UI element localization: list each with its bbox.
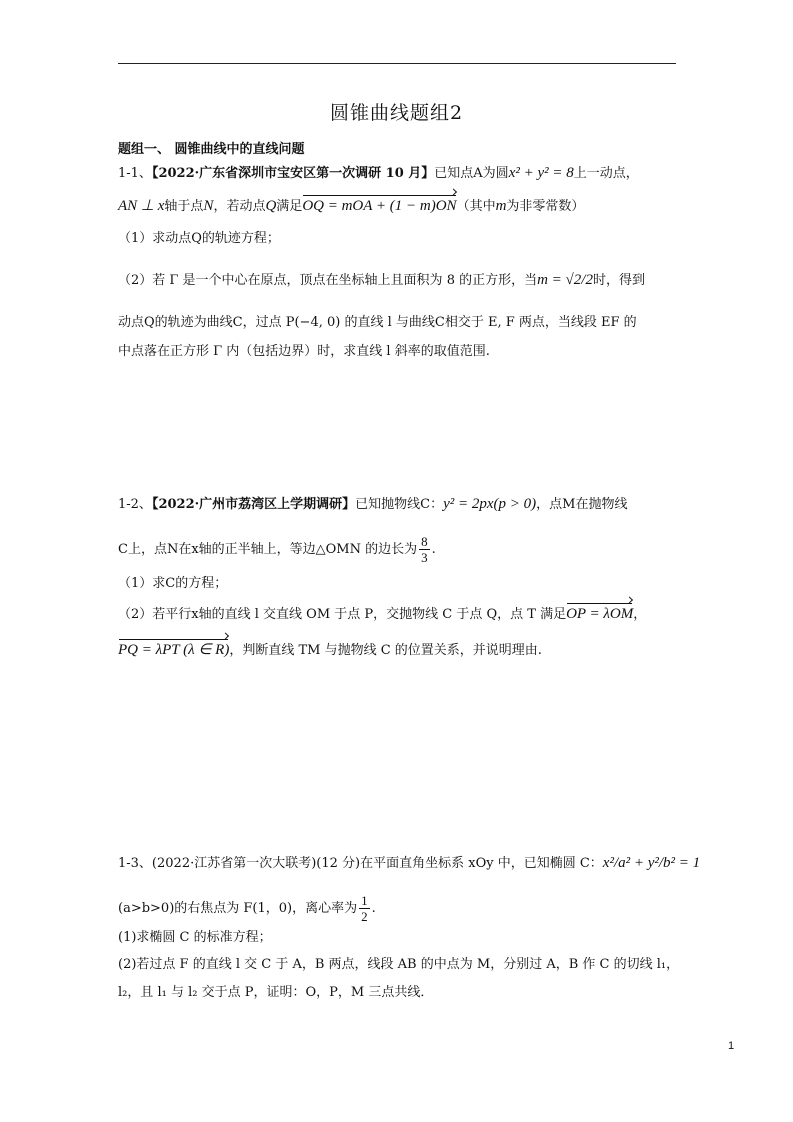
problem-number: 1-1、	[118, 166, 152, 181]
page-title: 圆锥曲线题组2	[329, 102, 464, 124]
text: .	[431, 542, 436, 557]
ellipse-equation: x²/a² + y²/b² = 1	[602, 855, 701, 871]
fraction-numerator: 8	[421, 534, 428, 549]
m-value: m = √2/2	[537, 272, 593, 288]
vector-pq-equation: PQ = λPT (λ ∈ R)	[118, 642, 230, 658]
problem-1-2-part2	[118, 604, 646, 625]
text: 已知抛物线C：	[355, 497, 444, 512]
text: （其中	[456, 199, 496, 214]
eccentricity-fraction	[359, 893, 370, 924]
problem-1-1-line2	[118, 196, 584, 217]
problem-1-2-line1	[118, 494, 627, 515]
text: (a>b>0)的右焦点为 F(1，0)，离心率为	[118, 901, 358, 916]
problem-source: 【2022·广州市荔湾区上学期调研】	[151, 497, 356, 512]
side-length-fraction	[419, 534, 430, 565]
problem-1-1-part2	[118, 270, 645, 291]
text: ，点M在抛物线	[536, 497, 628, 512]
math-m: m	[495, 198, 507, 214]
circle-equation: x² + y² = 8	[508, 165, 574, 181]
text: 1-3、(2022·江苏省第一次大联考)(12 分)在平面直角坐标系 xOy 中，已知椭圆 C：	[118, 856, 603, 871]
problem-1-1-line5: 动点Q的轨迹为曲线C，过点 P(−4, 0) 的直线 l 与曲线C相交于 E, F 两点，当线段 EF 的	[118, 315, 637, 330]
problem-1-1-line6: 中点落在正方形 Γ 内（包括边界）时，求直线 l 斜率的取值范围.	[118, 344, 490, 359]
parabola-equation: y² = 2px(p > 0)	[443, 496, 537, 512]
group-heading: 题组一、 圆锥曲线中的直线问题	[118, 142, 305, 157]
problem-1-3-part1: (1)求椭圆 C 的标准方程；	[118, 930, 272, 945]
text: 上一动点，	[573, 166, 639, 181]
text: 满足	[276, 199, 303, 214]
text: ，	[633, 607, 647, 622]
text: （2）若 Γ 是一个中心在原点，顶点在坐标轴上且面积为 8 的正方形，当	[118, 273, 538, 288]
text: 已知点A为圆	[434, 166, 509, 181]
vector-op-equation: OP = λOM	[566, 606, 634, 622]
fraction-denominator: 3	[421, 550, 428, 565]
problem-1-2-line6	[118, 640, 542, 661]
problem-1-2-line2	[118, 534, 436, 565]
text: ，若动点	[213, 199, 266, 214]
problem-1-1-part1: （1）求动点Q的轨迹方程；	[118, 231, 280, 246]
problem-1-3-line2	[118, 893, 376, 924]
page-number: 1	[728, 1040, 735, 1052]
text: 轴于点	[164, 199, 204, 214]
fraction-denominator: 2	[361, 909, 368, 924]
math-q: Q	[265, 198, 277, 214]
text: C上，点N在x轴的正半轴上，等边△OMN 的边长为	[118, 542, 418, 557]
problem-source: 【2022·广东省深圳市宝安区第一次调研 10 月】	[151, 166, 435, 181]
problem-1-1-line1	[118, 163, 639, 184]
problem-1-3-line1	[118, 853, 700, 874]
problem-1-2-part1: （1）求C的方程；	[118, 576, 228, 591]
text: 为非零常数）	[506, 199, 585, 214]
header-rule	[118, 63, 676, 64]
problem-number: 1-2、	[118, 497, 152, 512]
fraction-numerator: 1	[361, 893, 368, 908]
math-an-perp-x: AN ⊥ x	[118, 198, 165, 214]
text: ，判断直线 TM 与抛物线 C 的位置关系，并说明理由.	[229, 643, 542, 658]
math-n: N	[203, 198, 214, 214]
text: （2）若平行x轴的直线 l 交直线 OM 于点 P，交抛物线 C 于点 Q，点 T 满足	[118, 607, 567, 622]
vector-equation: OQ = mOA + (1 − m)ON	[302, 198, 457, 214]
problem-1-3-part2a: (2)若过点 F 的直线 l 交 C 于 A，B 两点，线段 AB 的中点为 M，分别过 A，B 作 C 的切线 l₁，	[118, 957, 680, 972]
text: 时，得到	[592, 273, 645, 288]
problem-1-3-part2b: l₂，且 l₁ 与 l₂ 交于点 P，证明：O，P，M 三点共线．	[118, 985, 434, 1000]
text: .	[371, 901, 376, 916]
